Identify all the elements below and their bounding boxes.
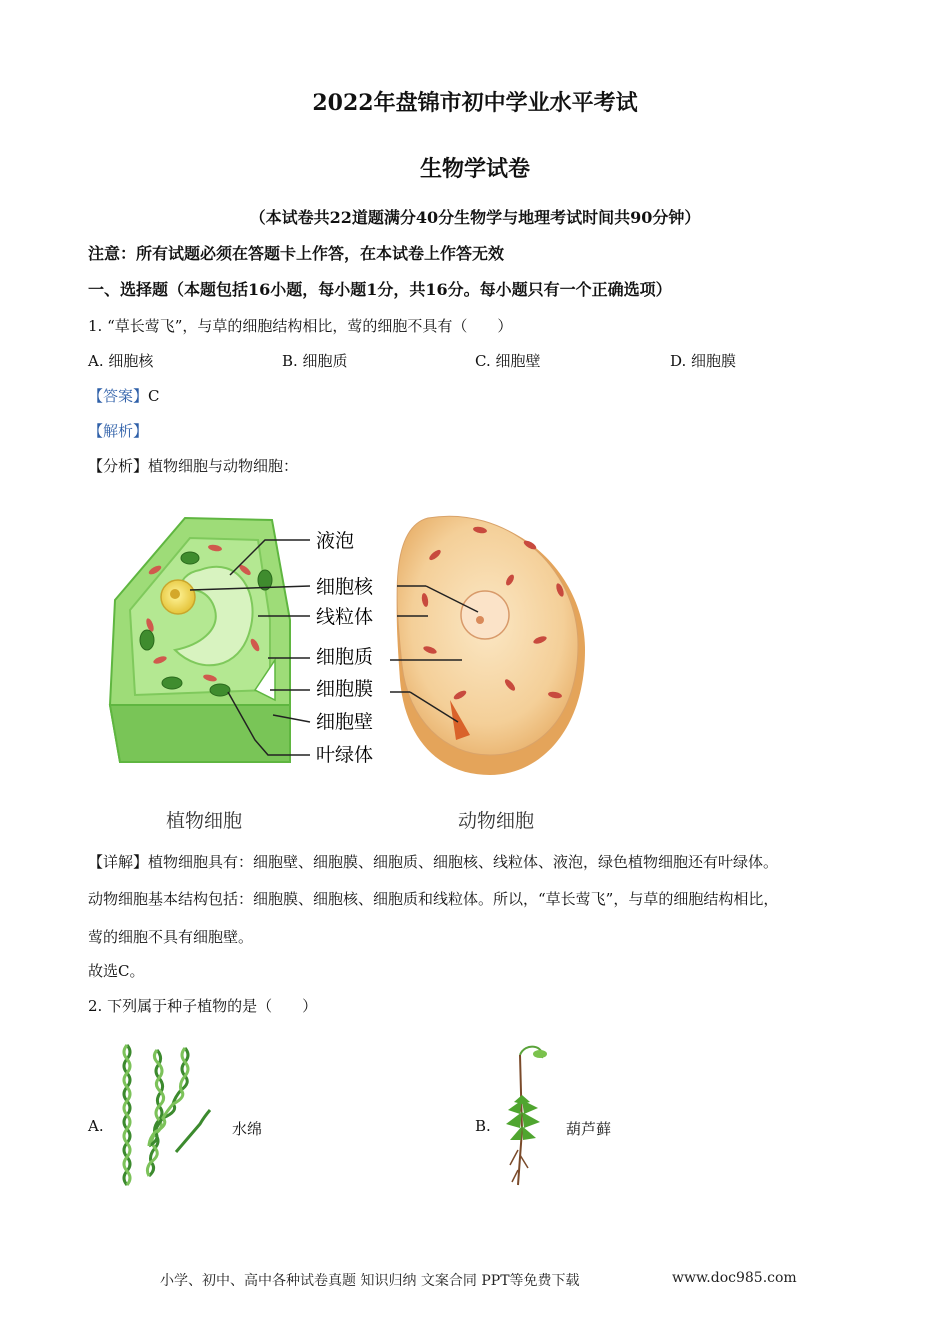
label-vacuole: 液泡 xyxy=(316,530,355,552)
caption-animal-cell: 动物细胞 xyxy=(458,810,535,832)
question-2-stem: 2. 下列属于种子植物的是（ ） xyxy=(88,997,318,1015)
exam-info: （本试卷共22道题满分40分生物学与地理考试时间共90分钟） xyxy=(249,208,701,227)
footer-text: 小学、初中、高中各种试卷真题 知识归纳 文案合同 PPT等免费下载 xyxy=(160,1273,580,1289)
label-chloroplast: 叶绿体 xyxy=(316,744,374,766)
q1-option-a: A. 细胞核 xyxy=(88,352,154,370)
analysis-tag: 【解析】 xyxy=(88,422,149,440)
cell-comparison-figure xyxy=(90,500,610,800)
q2-option-a-letter: A. xyxy=(88,1117,104,1135)
q1-option-c: C. 细胞壁 xyxy=(475,352,541,370)
moss-image xyxy=(500,1040,560,1190)
section-heading: 一、选择题（本题包括16小题，每小题1分，共16分。每小题只有一个正确选项） xyxy=(88,280,672,299)
notice: 注意：所有试题必须在答题卡上作答，在本试卷上作答无效 xyxy=(88,244,505,263)
paper-subtitle: 生物学试卷 xyxy=(419,156,530,182)
caption-plant-cell: 植物细胞 xyxy=(166,810,243,832)
q1-option-b: B. 细胞质 xyxy=(282,352,348,370)
answer-value: C xyxy=(148,387,160,405)
animal-cell xyxy=(397,516,585,775)
label-cell-wall: 细胞壁 xyxy=(316,711,374,733)
q1-option-d: D. 细胞膜 xyxy=(670,352,737,370)
label-mitochondria: 线粒体 xyxy=(316,606,374,628)
exam-title: 2022年盘锦市初中学业水平考试 xyxy=(312,90,638,116)
footer-url[interactable]: www.doc985.com xyxy=(672,1270,797,1286)
label-nucleus: 细胞核 xyxy=(316,576,374,598)
label-cell-membrane: 细胞膜 xyxy=(316,678,374,700)
detail-line-1: 【详解】植物细胞具有：细胞壁、细胞膜、细胞质、细胞核、线粒体、液泡，绿色植物细胞还有叶绿体。 xyxy=(88,853,779,871)
q2-option-b-letter: B. xyxy=(475,1117,491,1135)
detail-line-3: 莺的细胞不具有细胞壁。 xyxy=(88,928,254,946)
q1-conclusion: 故选C。 xyxy=(88,962,145,980)
detail-line-2: 动物细胞基本结构包括：细胞膜、细胞核、细胞质和线粒体。所以，“草长莺飞”，与草的细胞结构相比， xyxy=(88,890,779,908)
answer-tag: 【答案】 xyxy=(88,387,149,405)
label-cytoplasm: 细胞质 xyxy=(316,646,374,668)
question-1-stem: 1. “草长莺飞”，与草的细胞结构相比，莺的细胞不具有（ ） xyxy=(88,317,513,335)
q2-option-b-name: 葫芦藓 xyxy=(566,1120,612,1138)
analysis-intro: 【分析】植物细胞与动物细胞： xyxy=(88,457,299,475)
plant-cell xyxy=(110,518,290,762)
answer-line xyxy=(88,385,160,406)
spirogyra-image xyxy=(115,1040,215,1190)
q2-option-a-name: 水绵 xyxy=(232,1120,263,1138)
